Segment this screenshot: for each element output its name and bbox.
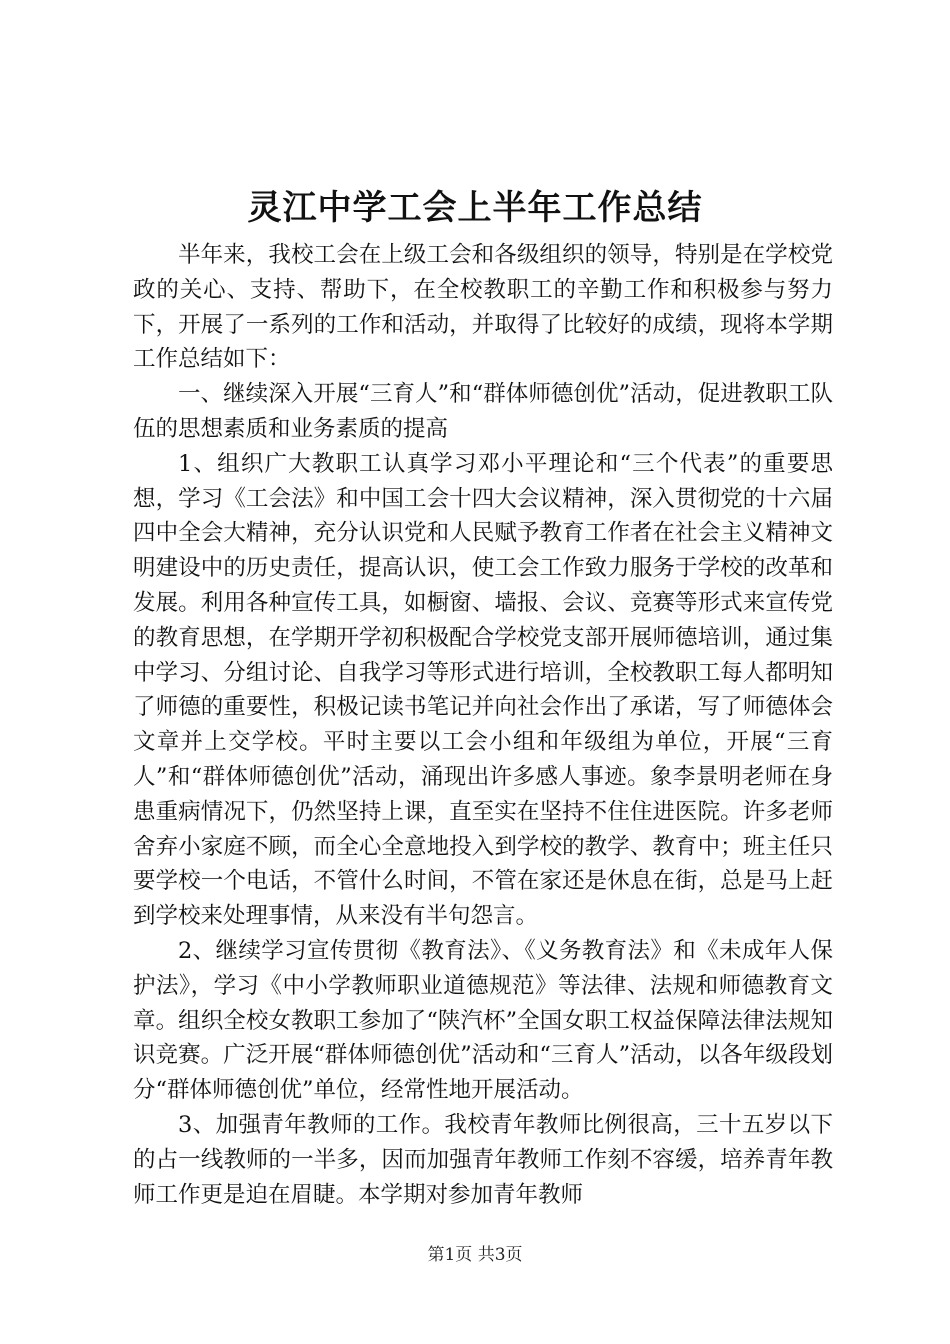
body-paragraph-3: 3、加强青年教师的工作。我校青年教师比例很高，三十五岁以下的占一线教师的一半多，因而加强青年教师工作刻不容缓，培养青年教师工作更是迫在眉睫。本学期对参加青年教师: [133, 1111, 833, 1208]
body-paragraph-2: 2、继续学习宣传贯彻《教育法》、《义务教育法》和《未成年人保护法》，学习《中小学教师职业道德规范》等法律、法规和师德教育文章。组织全校女教职工参加了“陕汽杯”全国女职工权益保障法律法规知识竞赛。广泛开展“群体师德创优”活动和“三育人”活动，以各年级段划分“群体师德创优”单位，经常性地开展活动。: [133, 937, 833, 1104]
intro-paragraph: 半年来，我校工会在上级工会和各级组织的领导，特别是在学校党政的关心、支持、帮助下，在全校教职工的辛勤工作和积极参与努力下，开展了一系列的工作和活动，并取得了比较好的成绩，现将本学期工作总结如下：: [133, 242, 833, 373]
body-paragraph-1: 1、组织广大教职工认真学习邓小平理论和“三个代表”的重要思想，学习《工会法》和中国工会十四大会议精神，深入贯彻党的十六届四中全会大精神，充分认识党和人民赋予教育工作者在社会主义精神文明建设中的历史责任，提高认识，使工会工作致力服务于学校的改革和发展。利用各种宣传工具，如橱窗、墙报、会议、竞赛等形式来宣传党的教育思想，在学期开学初积极配合学校党支部开展师德培训，通过集中学习、分组讨论、自我学习等形式进行培训，全校教职工每人都明知了师德的重要性，积极记读书笔记并向社会作出了承诺，写了师德体会文章并上交学校。平时主要以工会小组和年级组为单位，开展“三育人”和“群体师德创优”活动，涌现出许多感人事迹。象李景明老师在身患重病情况下，仍然坚持上课，直至实在坚持不住住进医院。许多老师舍弃小家庭不顾，而全心全意地投入到学校的教学、教育中；班主任只要学校一个电话，不管什么时间，不管在家还是休息在街，总是马上赶到学校来处理事情，从来没有半句怨言。: [133, 450, 833, 930]
page-footer: 第1页 共3页: [427, 1245, 523, 1265]
document-title: 灵江中学工会上半年工作总结: [247, 188, 703, 228]
section-heading: 一、继续深入开展“三育人”和“群体师德创优”活动，促进教职工队伍的思想素质和业务素质的提高: [133, 381, 833, 442]
document-body: [133, 238, 833, 1212]
